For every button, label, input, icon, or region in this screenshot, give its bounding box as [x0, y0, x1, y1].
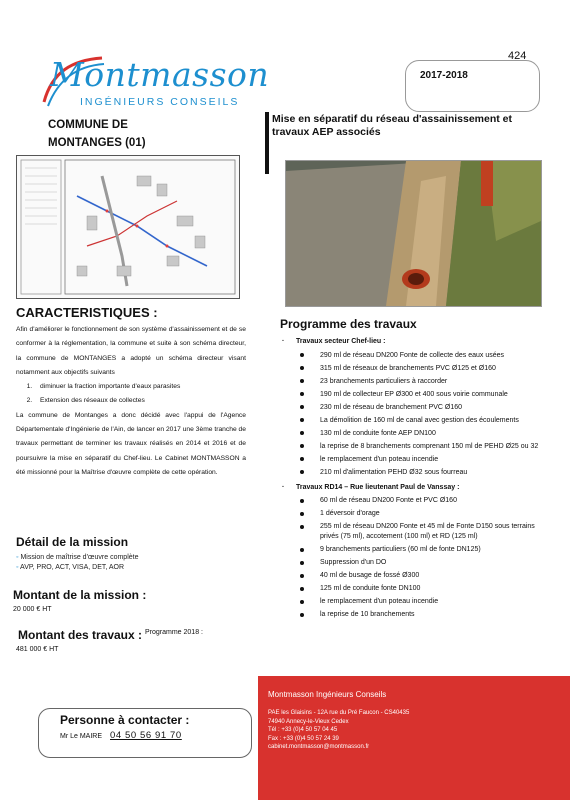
characteristics-paragraph-1: Afin d'améliorer le fonctionnement de son système d'assainissement et de se conformer à la réglementation, la commune et suite à son schéma directeur, la commune de MONTANGES a adopté un schéma directeur visant notamment aux objectifs suivants — [16, 326, 246, 376]
program-item: 23 branchements particuliers à raccorder — [280, 377, 545, 387]
site-plan-drawing — [17, 156, 239, 298]
site-plan-image — [16, 155, 240, 299]
trench-photo-drawing — [286, 161, 541, 306]
program-item: 255 ml de réseau DN200 Fonte et 45 ml de Fonte D150 sous terrains privés (75 ml), accotement (100 ml) et RD (125 ml) — [280, 522, 545, 542]
program-section-items — [280, 351, 545, 478]
footer-address — [268, 709, 409, 752]
characteristics-text — [16, 323, 246, 480]
footer-company-name: Montmasson Ingénieurs Conseils — [268, 690, 387, 699]
program-item: le remplacement d'un poteau incendie — [280, 597, 545, 607]
commune-line-2: MONTANGES (01) — [48, 137, 146, 149]
program-item: 1 déversoir d'orage — [280, 509, 545, 519]
program-item: 60 ml de réseau DN200 Fonte et PVC Ø160 — [280, 496, 545, 506]
program-list — [280, 333, 545, 623]
works-amount-heading: Montant des travaux : — [18, 628, 143, 642]
objective-item: 1. diminuer la fraction importante d'eaux parasites — [34, 380, 246, 394]
program-heading: Programme des travaux — [280, 317, 417, 331]
contact-heading: Personne à contacter : — [60, 713, 190, 727]
contact-phone-link[interactable]: 04 50 56 91 70 — [110, 730, 182, 741]
footer-phone: Tél : +33 (0)4 50 57 04 45 — [268, 727, 338, 734]
mission-detail-list — [16, 553, 138, 573]
program-item: 230 ml de réseau de branchement PVC Ø160 — [280, 403, 545, 413]
program-item: 130 ml de conduite fonte AEP DN100 — [280, 429, 545, 439]
year-label: 2017-2018 — [420, 70, 468, 81]
program-item: 40 ml de busage de fossé Ø300 — [280, 571, 545, 581]
logo-wordmark: Montmasson — [50, 55, 270, 94]
footer-address-line: 74940 Annecy-le-Vieux Cedex — [268, 718, 349, 725]
program-item: 315 ml de réseaux de branchements PVC Ø125 et Ø160 — [280, 364, 545, 374]
program-item: 9 branchements particuliers (60 ml de fonte DN125) — [280, 545, 545, 555]
footer-email-link[interactable]: cabinet.montmasson@montmasson.fr — [268, 744, 370, 751]
program-item: la reprise de 10 branchements — [280, 610, 545, 620]
mission-detail-heading: Détail de la mission — [16, 535, 129, 549]
program-section-title: · Travaux secteur Chef-lieu : — [280, 335, 545, 348]
characteristics-paragraph-2: La commune de Montanges a donc décidé avec l'appui de l'Agence Départementale d'Ingénierie de l'Ain, de lancer en 2017 une 3ème tranche de travaux permettant de terminer les travaux réalisés en 2014 et 2016 et de poursuivre la mise en séparatif du Chef-lieu. Le Cabinet MONTMASSON a été missionné pour la Maîtrise d'œuvre complète de cette opération. — [16, 411, 246, 476]
title-bar — [265, 112, 269, 174]
footer-fax: Fax : +33 (0)4 50 57 24 39 — [268, 735, 339, 742]
characteristics-heading: CARACTERISTIQUES : — [16, 305, 158, 320]
project-title: Mise en séparatif du réseau d'assainissement et travaux AEP associés — [272, 113, 513, 138]
program-item: 125 ml de conduite fonte DN100 — [280, 584, 545, 594]
objective-item: 2. Extension des réseaux de collectes — [34, 394, 246, 408]
footer-address-line: PAE les Glaisins - 12A rue du Pré Faucon - CS40435 — [268, 710, 410, 716]
commune-line-1: COMMUNE DE — [48, 119, 128, 131]
worksite-photo — [285, 160, 542, 307]
objectives-list — [16, 380, 246, 409]
program-item: Suppression d'un DO — [280, 558, 545, 568]
year-box — [405, 60, 540, 112]
logo-subtitle: INGÉNIEURS CONSEILS — [80, 96, 240, 108]
works-program-label: Programme 2018 : — [145, 629, 203, 636]
mission-amount-value: 20 000 € HT — [13, 606, 52, 613]
program-item: 290 ml de réseau DN200 Fonte de collecte des eaux usées — [280, 351, 545, 361]
program-section-title: · Travaux RD14 – Rue lieutenant Paul de Vanssay : — [280, 481, 545, 494]
program-item: le remplacement d'un poteau incendie — [280, 455, 545, 465]
mission-detail-item: ◦ AVP, PRO, ACT, VISA, DET, AOR — [16, 563, 138, 573]
works-amount-value: 481 000 € HT — [16, 646, 59, 653]
mission-amount-heading: Montant de la mission : — [13, 588, 147, 602]
program-section-items — [280, 496, 545, 620]
program-item: La démolition de 160 ml de canal avec gestion des écoulements — [280, 416, 545, 426]
page-number: 424 — [508, 50, 527, 62]
contact-name: Mr Le MAIRE — [60, 733, 103, 740]
commune-title — [48, 116, 146, 152]
program-item: 210 ml d'alimentation PEHD Ø32 sous fourreau — [280, 468, 545, 478]
mission-detail-item: ◦ Mission de maîtrise d'œuvre complète — [16, 553, 138, 563]
program-item: 190 ml de collecteur EP Ø300 et 400 sous voirie communale — [280, 390, 545, 400]
program-item: la reprise de 8 branchements comprenant 150 ml de PEHD Ø25 ou 32 — [280, 442, 545, 452]
